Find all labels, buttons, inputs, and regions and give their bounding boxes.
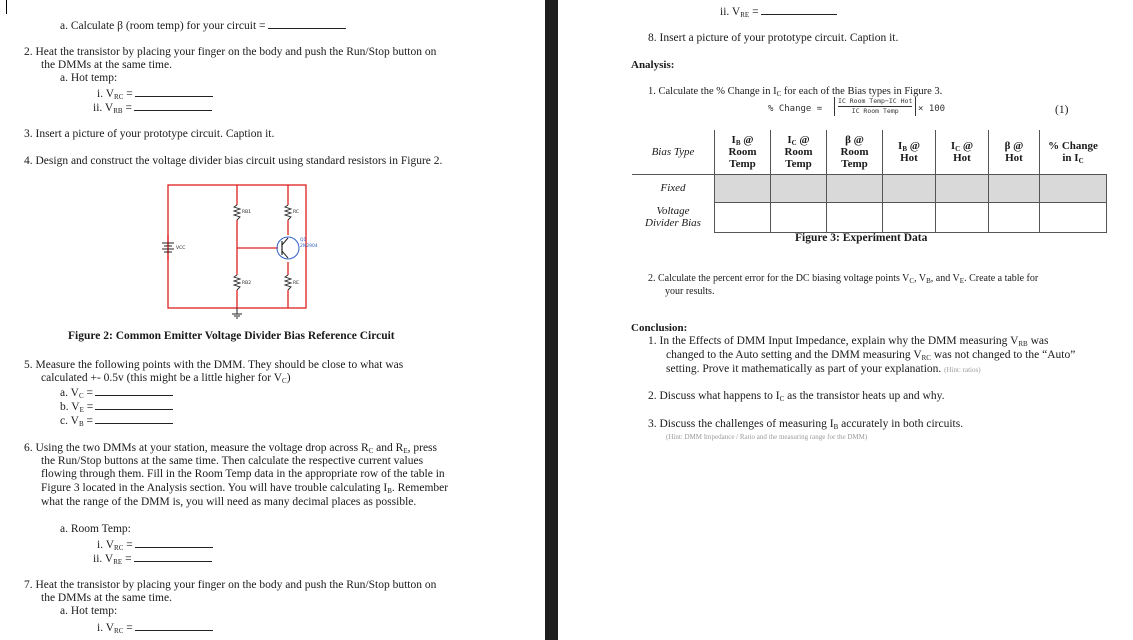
item-6-a: a. Room Temp: [60,523,131,535]
answer-blank[interactable] [135,86,213,97]
conclusion-item-1-line-1: 1. In the Effects of DMM Input Impedance, explain why the DMM measuring $V_{RB}$ was [648,335,1049,348]
page-gutter [545,0,558,640]
resistor-rc [285,205,291,220]
item-6-line-2: the Run/Stop buttons at the same time. Then calculate the respective current values [41,455,424,467]
hint-text: (Hint: ratios) [944,366,981,374]
table-header-beta-hot: β @ Hot [989,130,1040,174]
item-7-i: i. $V_{RC}$ = [97,620,213,635]
table-header-percent-change: % Change in $I_C$ [1048,139,1098,165]
answer-blank[interactable] [268,18,346,29]
resistor-rb2 [234,275,240,290]
item-5-a: a. $V_C$ = [60,385,173,400]
item-8: 8. Insert a picture of your prototype circuit. Caption it. [648,32,899,44]
item-5-c: c. $V_B$ = [60,413,173,428]
analysis-item-2-line-1: 2. Calculate the percent error for the DC biasing voltage points $V_C$, $V_B$, and $V_E$. Create a table for [648,273,1039,285]
item-7-line-2: the DMMs at the same time. [41,592,172,604]
table-cell[interactable] [715,202,771,232]
label-part: 2N2904 [300,244,318,249]
item-2-line-2: the DMMs at the same time. [41,59,172,71]
table-cell[interactable] [827,174,883,202]
table-cell[interactable] [936,174,989,202]
analysis-item-1: 1. Calculate the % Change in $I_C$ for each of the Bias types in Figure 3. [648,86,943,98]
table-cell[interactable] [883,202,936,232]
right-top-ii: ii. $V_{RE}$ = [720,4,837,19]
item-5-line-2: calculated +- 0.5v (this might be a little higher for $V_C$) [41,372,291,385]
item-4: 4. Design and construct the voltage divider bias circuit using standard resistors in Figure 2. [24,155,443,167]
item-6-line-3: flowing through them. Fill in the Room Temp data in the appropriate row of the table in [41,468,445,480]
item-2-a: a. Hot temp: [60,72,118,84]
formula-denominator: IC Room Temp [851,107,899,115]
table-header-ib-hot: $I_B$ @ Hot [883,130,936,174]
item-7-line-1: 7. Heat the transistor by placing your finger on the body and push the Run/Stop button on [24,579,437,591]
label-rb2: RB2 [242,281,252,286]
equation-number: (1) [1055,104,1069,116]
label-re: RE [293,281,299,286]
label-q1: Q1 [300,238,307,243]
table-cell[interactable] [936,202,989,232]
analysis-item-2-line-2: your results. [665,286,715,297]
item-6-line-1: 6. Using the two DMMs at your station, measure the voltage drop across $R_C$ and $R_E$, press [24,442,437,455]
answer-blank[interactable] [135,537,213,548]
item-2-line-1: 2. Heat the transistor by placing your finger on the body and push the Run/Stop button on [24,46,437,58]
document-page-left [0,0,545,640]
calc-beta-line: a. Calculate β (room temp) for your circuit = [60,18,346,33]
table-row-fixed-label: Fixed [632,174,715,202]
ground-icon [232,308,242,318]
item-5-line-1: 5. Measure the following points with the DMM. They should be close to what was [24,359,404,371]
table-header-bias-type: Bias Type [632,130,715,174]
item-2-i: i. $V_{RC}$ = [97,86,213,101]
answer-blank[interactable] [134,551,212,562]
conclusion-item-1-line-2: changed to the Auto setting and the DMM measuring $V_{RC}$ was not changed to the “Auto” [666,349,1076,362]
item-2-ii: ii. $V_{RB}$ = [93,100,212,115]
figure-2-caption: Figure 2: Common Emitter Voltage Divider Bias Reference Circuit [68,330,395,342]
table-cell[interactable] [883,174,936,202]
item-5-b: b. $V_E$ = [60,399,173,414]
answer-blank[interactable] [134,100,212,111]
answer-blank[interactable] [135,620,213,631]
table-cell[interactable] [827,202,883,232]
conclusion-item-1-line-3: setting. Prove it mathematically as part of your explanation. (Hint: ratios) [666,363,981,375]
formula-numerator: IC Room Temp−IC Hot [838,97,913,105]
table-cell[interactable] [989,202,1040,232]
voltage-divider-circuit [160,180,330,320]
label-rc: RC [293,210,300,215]
text-cursor [6,0,7,14]
figure-3-caption: Figure 3: Experiment Data [795,232,928,244]
answer-blank[interactable] [95,399,173,410]
table-header-beta-room: β @ Room Temp [827,130,883,174]
item-6-ii: ii. $V_{RE}$ = [93,551,212,566]
table-cell[interactable] [1040,174,1107,202]
table-header-ic-room: $I_C$ @ Room Temp [771,130,827,174]
table-header-ib-room: $I_B$ @ Room Temp [715,130,771,174]
conclusion-item-3: 3. Discuss the challenges of measuring $I_B$ accurately in both circuits. [648,418,964,431]
label-vcc: VCC [176,246,186,251]
conclusion-item-3-hint: (Hint: DMM Impedance / Ratio and the measuring range for the DMM) [666,433,868,441]
conclusion-heading: Conclusion: [631,322,688,334]
analysis-heading: Analysis: [631,59,675,71]
table-header-ic-hot: $I_C$ @ Hot [936,130,989,174]
experiment-data-table [632,130,1107,233]
item-3: 3. Insert a picture of your prototype circuit. Caption it. [24,128,275,140]
table-cell[interactable] [771,202,827,232]
table-row-voltage-divider-label: Voltage Divider Bias [632,202,715,232]
table-cell[interactable] [1040,202,1107,232]
item-6-line-4: Figure 3 located in the Analysis section. You will have trouble calculating $I_B$. Remember [41,482,449,495]
conclusion-item-2: 2. Discuss what happens to $I_C$ as the transistor heats up and why. [648,390,945,403]
table-cell[interactable] [989,174,1040,202]
table-cell[interactable] [715,174,771,202]
transistor-q1 [277,237,299,259]
item-6-i: i. $V_{RC}$ = [97,537,213,552]
percent-change-lhs: % Change = [768,104,823,114]
answer-blank[interactable] [95,413,173,424]
item-7-a: a. Hot temp: [60,605,118,617]
answer-blank[interactable] [761,4,837,15]
formula-multiplier: × 100 [918,104,946,114]
resistor-re [285,275,291,290]
percent-change-fraction [834,97,916,116]
label-rb1: RB1 [242,210,252,215]
item-6-line-5: what the range of the DMM is, you will need as many decimal places as possible. [41,496,417,508]
table-cell[interactable] [771,174,827,202]
resistor-rb1 [234,205,240,220]
answer-blank[interactable] [95,385,173,396]
